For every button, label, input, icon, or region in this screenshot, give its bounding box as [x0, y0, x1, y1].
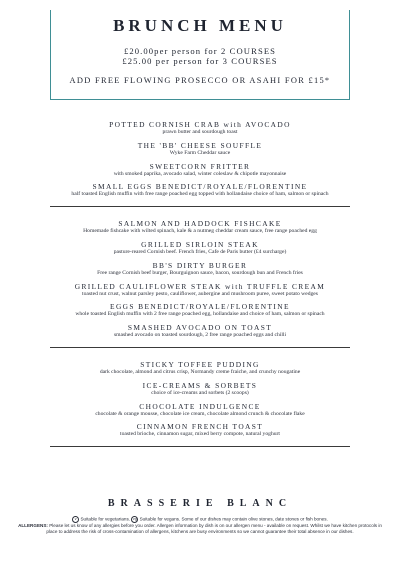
item-description: smashed avocado on toasted sourdough, 2 free range poached eggs and chilli	[113, 332, 287, 339]
item-name: SWEETCORN FRITTER	[149, 161, 251, 171]
starters-section	[0, 120, 400, 198]
menu-item	[0, 182, 400, 198]
brand-name: BRASSERIE BLANC	[107, 498, 293, 509]
item-name: CINNAMON FRENCH TOAST	[136, 422, 264, 432]
item-description: pasture-reared Cornish beef. French fries, Cafe de Paris butter (£4 surcharge)	[113, 248, 287, 255]
item-description: Wyke Farm Cheddar sauce	[169, 149, 231, 156]
prosecco-offer: ADD FREE FLOWING PROSECCO OR ASAHI FOR £15*	[69, 76, 331, 85]
item-description: whole toasted English muffin with 2 free range poached egg, hollandaise and choice of ham, salmon or spinach	[75, 311, 325, 318]
vegan-icon: vg	[132, 517, 137, 521]
menu-item	[0, 422, 400, 438]
item-name: THE 'BB' CHEESE SOUFFLE	[137, 140, 263, 150]
item-description: Free range Cornish beef burger, Bourguignon sauce, bacon, sourdough bun and French fries	[97, 269, 303, 276]
section-divider	[50, 206, 350, 207]
menu-item	[0, 381, 400, 397]
dietary-line	[16, 516, 384, 523]
item-description: prawn butter and sourdough toast	[162, 129, 238, 135]
item-description: choice of ice-creams and sorbets (2 scoops)	[151, 389, 249, 396]
menu-item	[0, 302, 400, 318]
item-description: Homemade fishcake with wilted spinach, kale & a nutmeg cheddar cream sauce, free range poached egg	[83, 228, 317, 235]
menu-item	[0, 360, 400, 376]
item-description: dark chocolate, almond and citrus crisp, Normandy creme fraiche, and crunchy nougatine	[99, 368, 301, 375]
allergens-label: ALLERGENS:	[18, 523, 48, 528]
menu-item	[0, 120, 400, 136]
item-name: SALMON AND HADDOCK FISHCAKE	[118, 219, 282, 229]
vegan-note: Suitable for vegans. Some of our dishes may contain olive stones, date stones or fish bones.	[139, 516, 328, 522]
dietary-legal-notes	[0, 516, 400, 534]
price-three-courses: £25.00 per person for 3 COURSES	[122, 56, 278, 66]
allergens-line	[16, 523, 384, 534]
item-name: EGGS BENEDICT/ROYALE/FLORENTINE	[110, 302, 290, 312]
menu-item	[0, 141, 400, 157]
menu-footer	[0, 498, 400, 534]
section-divider	[50, 347, 350, 348]
item-name: GRILLED CAULIFLOWER STEAK with TRUFFLE CREAM	[74, 281, 326, 291]
menu-body	[0, 120, 400, 459]
section-divider	[50, 446, 350, 447]
item-description: toasted nut crust, walnut parsley pesto, cauliflower, aubergine and mushroom puree, sweet potato wedges	[82, 290, 318, 297]
item-name: CHOCOLATE INDULGENCE	[139, 401, 261, 411]
item-name: POTTED CORNISH CRAB with AVOCADO	[109, 120, 291, 129]
vegetarian-icon: v	[72, 516, 79, 523]
desserts-section	[0, 360, 400, 438]
vegetarian-note: Suitable for vegetarians.	[80, 516, 131, 522]
item-name: ICE-CREAMS & SORBETS	[142, 380, 258, 390]
mains-section	[0, 219, 400, 339]
menu-header	[0, 16, 400, 86]
price-info	[0, 46, 400, 66]
menu-item	[0, 261, 400, 277]
item-name: GRILLED SIRLOIN STEAK	[141, 239, 259, 249]
item-name: SMALL EGGS BENEDICT/ROYALE/FLORENTINE	[92, 182, 308, 192]
item-name: SMASHED AVOCADO ON TOAST	[127, 323, 273, 333]
allergens-text: Please let us know of any allergies before you order. Allergen information by dish is on our allergen menu - available on request. Whilst we have kitchen protocols in place to address the risk of cross-contamination of allergens, kitchens are busy environments so we cannot guarantee their total absence in our dishes.	[46, 523, 382, 534]
price-two-courses: £20.00per person for 2 COURSES	[123, 46, 277, 56]
item-description: with smoked paprika, avocado salad, winter coleslaw & chipotle mayonnaise	[113, 170, 287, 177]
menu-item	[0, 219, 400, 235]
item-description: chocolate & orange mousse, chocolate ice cream, chocolate almond crunch & chocolate flake	[95, 410, 305, 417]
menu-item	[0, 282, 400, 298]
item-name: BB'S DIRTY BURGER	[152, 260, 248, 270]
item-name: STICKY TOFFEE PUDDING	[140, 359, 260, 369]
menu-item	[0, 162, 400, 178]
page-title: BRUNCH MENU	[113, 16, 287, 35]
item-description: half toasted English muffin with free range poached egg topped with hollandaise choice of ham, salmon or spinach	[71, 191, 329, 198]
menu-item	[0, 323, 400, 339]
menu-item	[0, 402, 400, 418]
menu-item	[0, 240, 400, 256]
item-description: toasted brioche, cinnamon sugar, mixed berry compote, natural yoghurt	[120, 431, 280, 438]
